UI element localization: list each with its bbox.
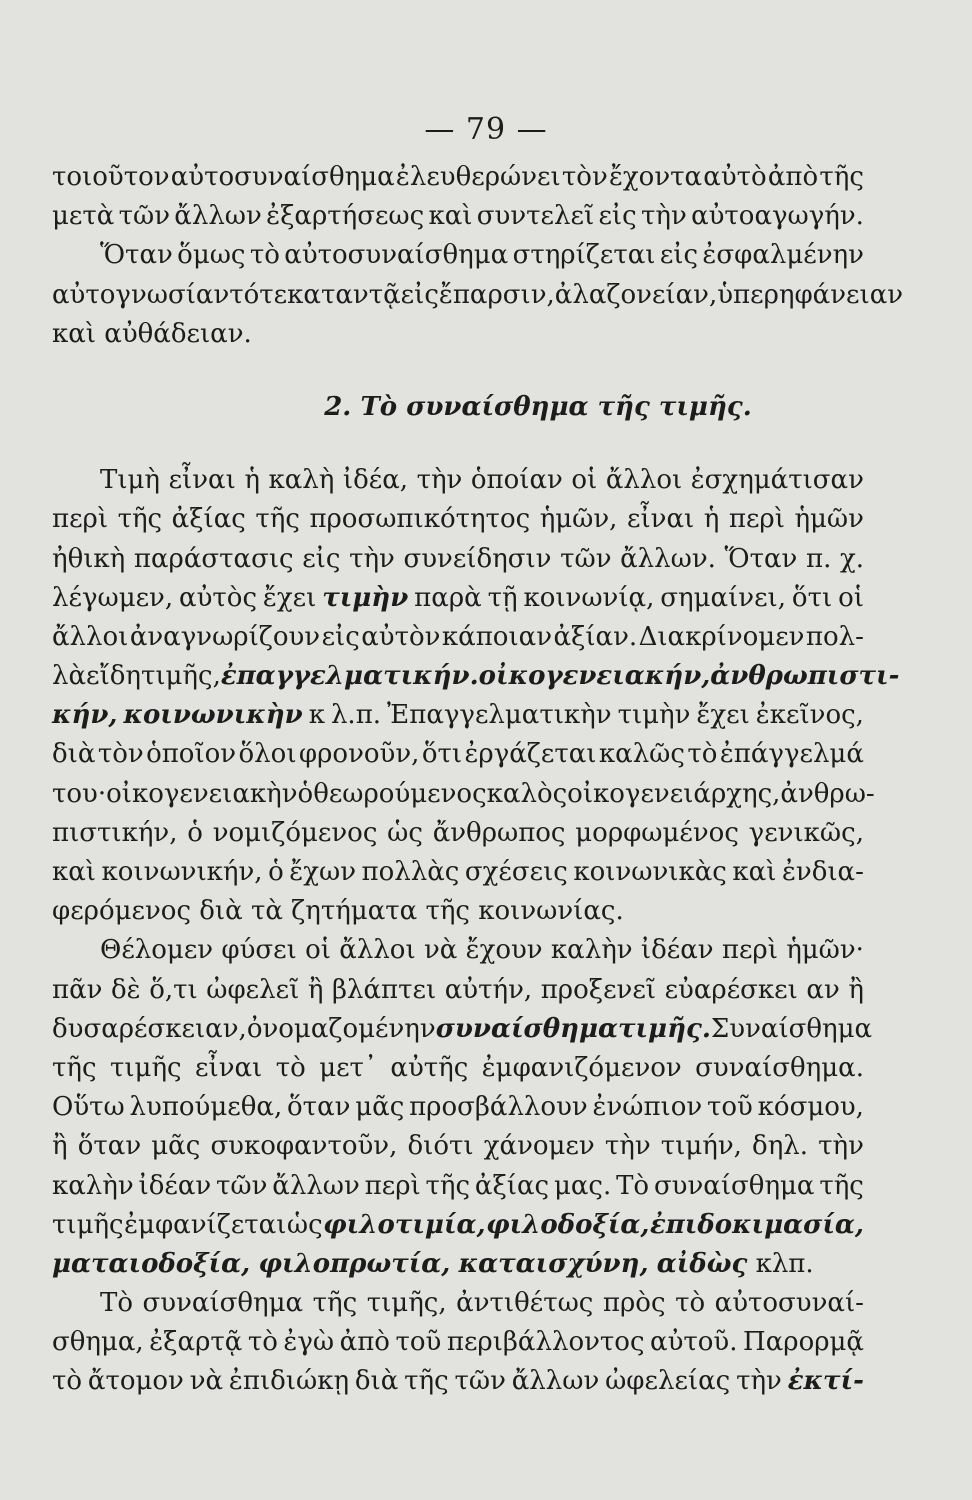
word: προσβάλλουν (409, 1092, 588, 1123)
word: Ὅταν (100, 240, 173, 271)
word: εἰς (598, 201, 637, 232)
word: καλῶς (598, 739, 685, 770)
word: ἄτομον (87, 1366, 184, 1397)
word: ὁποίαν (470, 465, 563, 496)
word: τῶν (454, 1366, 506, 1397)
word: περιβάλλοντος (446, 1327, 645, 1358)
word: τοιοῦτον (52, 162, 170, 192)
text-line (52, 971, 864, 1010)
word: καταντᾷ (287, 279, 401, 310)
word: ὁ (297, 778, 314, 809)
word: ἔχει (696, 700, 750, 731)
word: ἐλευθερώνει (395, 162, 561, 192)
word: ἠθικὴ (52, 543, 126, 574)
word: σθημα, (52, 1327, 144, 1358)
text-line (52, 197, 864, 236)
page-number: — 79 — (424, 112, 548, 147)
word: κοινωνικὴν (123, 700, 303, 731)
word: τῶν (560, 543, 612, 574)
word: δηλ. (752, 1131, 809, 1162)
word: κοινωνικήν, (101, 857, 263, 887)
word: τιμῆς. (658, 391, 752, 422)
text-line (52, 158, 864, 197)
word: πιστικήν, (52, 817, 178, 848)
text-line (52, 1362, 864, 1401)
word: τὸ (247, 1327, 278, 1358)
word: μᾶς (151, 1131, 201, 1162)
word: κ (308, 700, 325, 731)
word: ὁποῖον (146, 739, 237, 770)
word: πρὸς (602, 1288, 666, 1319)
word: ὠφελεῖ (206, 974, 300, 1005)
word: Τὸ (100, 1288, 133, 1319)
word: φιλοπρωτία, (258, 1248, 451, 1279)
text-line (52, 579, 864, 618)
text-line (52, 1284, 864, 1323)
word: σημαίνει, (660, 582, 787, 613)
word: οἰκογενειακήν, (478, 661, 711, 692)
word: ἄλλοι (52, 621, 129, 652)
word: ἀξίας (171, 504, 246, 535)
word: τῆς (117, 504, 163, 535)
text-line (52, 931, 864, 970)
word: εἰς (400, 279, 439, 310)
word: ὅ,τι (149, 974, 198, 1005)
word: ὑπερηφάνειαν (717, 279, 904, 310)
word: ἄλλων (511, 1366, 600, 1397)
word: ἢ (52, 1131, 68, 1162)
word: αὐτήν, (444, 974, 533, 1005)
word: ἡ (703, 504, 720, 535)
word: ἐνώπιον (592, 1092, 703, 1123)
word: ἡμῶν (794, 504, 864, 535)
word: τιμῆς (109, 1052, 182, 1083)
word: συναίσθημα (435, 1013, 618, 1044)
word: Τὸ (360, 391, 398, 422)
word: φρονοῦν, (298, 739, 420, 770)
word: λὰ (52, 661, 87, 692)
word: διὰ (199, 896, 243, 927)
word: τῆς (597, 391, 650, 422)
word: περὶ (52, 504, 109, 535)
word: τὴν (640, 201, 687, 232)
word: 2. (324, 391, 352, 422)
word: τιμὴν (617, 700, 691, 731)
word: πολ- (805, 621, 864, 652)
word: ματαιοδοξία, (52, 1248, 251, 1279)
word: αὐτὸς (179, 582, 258, 613)
word: τῆς (425, 1170, 471, 1201)
word: φερόμενος (52, 896, 192, 927)
word: ἐπιδοκιμασία, (649, 1209, 864, 1240)
word: σχέσεις (464, 857, 568, 887)
word: Συναίσθημα (710, 1013, 873, 1044)
word: ἢ (848, 974, 864, 1005)
word: ἐμφανίζεται (124, 1209, 287, 1240)
text-line (52, 618, 864, 657)
word: αὐτοῦ. (650, 1327, 738, 1358)
word: ἐσχημάτισαν (690, 465, 864, 496)
word: καὶ (428, 201, 473, 232)
word: βλάπτει (331, 974, 437, 1005)
word: τῆς (819, 1170, 864, 1201)
word: εἰς (659, 240, 699, 271)
word: ἄνθρωπος (432, 817, 566, 848)
word: ἰδέαν (138, 1170, 212, 1201)
text-line (52, 315, 864, 354)
word: συκοφαντοῦν, (210, 1131, 398, 1162)
text-line (52, 1088, 864, 1127)
word: ἐγὼ (283, 1327, 335, 1358)
word: ἀλαζονείαν, (554, 279, 718, 310)
word: χ. (839, 543, 864, 574)
word: φύσει (221, 935, 297, 966)
word: συνείδησιν (403, 543, 552, 574)
word: ἢ (307, 974, 324, 1005)
word: παράστασις (133, 543, 294, 574)
word: φιλοτιμία, (323, 1209, 486, 1240)
word: μορφωμένος (575, 817, 739, 848)
word: του· (52, 778, 107, 809)
word: κάποιαν (441, 621, 552, 652)
word: οἱ (305, 935, 331, 966)
word: αὐτῆς (390, 1052, 469, 1083)
word: περὶ (721, 935, 778, 966)
text-line (52, 735, 864, 774)
word: ἄλλων (272, 1170, 360, 1201)
word: ἀνθρω- (780, 778, 875, 809)
word: ἐπάγγελμά (719, 739, 864, 770)
word: ἄλλων (174, 201, 262, 232)
word: ὅταν (287, 1092, 351, 1123)
word: ἡμῶν· (786, 935, 864, 966)
word: ἄλλων. (620, 543, 716, 574)
word: λ.π. (330, 700, 382, 731)
word: ἔχων (289, 857, 356, 887)
word: τὸ (52, 1366, 83, 1397)
word: Τὸ (616, 1170, 650, 1201)
word: μετὰ (52, 201, 115, 232)
word: ὡς (286, 1209, 323, 1240)
text-line (52, 1245, 864, 1284)
word: ἔχοντα (608, 162, 703, 192)
text-line (52, 814, 864, 853)
word: φιλοδοξία, (486, 1209, 650, 1240)
word: γενικῶς, (748, 817, 864, 848)
word: καὶ (52, 857, 97, 887)
word: ἐσφαλμένην (702, 240, 864, 271)
word: ἄλλοι (605, 465, 683, 496)
word: αὐτογνωσίαν (52, 279, 230, 310)
word: τιμῆς (52, 1209, 124, 1240)
word: τὸν (561, 162, 608, 192)
text-line (52, 1127, 864, 1166)
text-line (52, 1323, 864, 1362)
word: ἐκεῖνος, (755, 700, 864, 731)
word: λέγωμεν, (52, 582, 174, 613)
word: περὶ (364, 1170, 421, 1201)
word: τοῦ (395, 1327, 442, 1358)
word: Τιμὴ (100, 465, 161, 496)
word: κλπ. (755, 1248, 814, 1279)
word: συναίσθημα (653, 1170, 815, 1201)
word: προσωπικότητος (309, 504, 531, 535)
word: Παρορμᾷ (743, 1327, 864, 1358)
word: αὐτοαγωγήν. (691, 201, 864, 232)
word: τὴν (604, 1131, 651, 1162)
word: αὐτὸν (361, 621, 441, 652)
word: νὰ (423, 935, 458, 966)
word: εἶναι (626, 504, 695, 535)
section-heading (52, 388, 864, 427)
word: κήν, (52, 700, 118, 731)
word: τὴν (349, 543, 395, 574)
word: ἰδέα, (342, 465, 409, 496)
word: διὰ (354, 1366, 399, 1397)
text-line (52, 657, 900, 696)
text-line (52, 696, 864, 735)
word: νὰ (189, 1366, 224, 1397)
word: ἀπὸ (767, 162, 819, 192)
word: συναίσθημα (142, 1288, 304, 1319)
word: τῶν (216, 1170, 268, 1201)
text-line (52, 500, 864, 539)
word: καλὴν (550, 935, 633, 966)
word: τότε (229, 279, 288, 310)
word: τῆς (819, 162, 864, 192)
word: ἔχει (262, 582, 317, 613)
word: καὶ (52, 318, 97, 349)
text-line (52, 1167, 864, 1206)
word: εἶναι (168, 465, 236, 496)
word: ἐπιδιώκῃ (228, 1366, 350, 1397)
word: κοινωνίᾳ, (523, 582, 655, 613)
word: ὅτι (791, 582, 833, 613)
word: ὡς (387, 817, 423, 848)
word: εἰς (302, 543, 341, 574)
word: περὶ (728, 504, 785, 535)
word: τὴν (416, 465, 463, 496)
word: τῆς (404, 1366, 449, 1397)
word: τιμὴν (322, 582, 409, 613)
word: τῶν (118, 201, 170, 232)
word: προξενεῖ (540, 974, 657, 1005)
word: ἄλλοι (339, 935, 416, 966)
word: νομιζόμενος (212, 817, 378, 848)
word: ἡμῶν, (539, 504, 618, 535)
word: ὠφελείας (605, 1366, 731, 1397)
word: αὐτοσυναίσθημα (284, 240, 509, 271)
text-line (52, 853, 864, 892)
word: τὴν (818, 1131, 864, 1162)
word: οἰκογενειάρχης, (567, 778, 781, 809)
word: μετ᾽ (319, 1052, 377, 1083)
word: Ὅταν (724, 543, 798, 574)
word: αὐθάδειαν. (104, 318, 252, 349)
word: αἰδὼς (656, 1248, 748, 1279)
word: οἰκογενειακὴν (106, 778, 298, 809)
word: ἐξαρτᾷ (149, 1327, 243, 1358)
word: δυσαρέσκειαν, (52, 1013, 247, 1044)
word: Ἐπαγγελματικὴν (387, 700, 612, 731)
word: εἴδη (86, 661, 141, 692)
word: Θέλομεν (100, 935, 214, 966)
word: ἀναγνωρίζουν (129, 621, 321, 652)
word: αὐτοσυναί- (714, 1288, 864, 1319)
word: συντελεῖ (476, 201, 595, 232)
word: μᾶς (355, 1092, 405, 1123)
word: αν (806, 974, 840, 1005)
word: εἰς (321, 621, 360, 652)
word: καταισχύνη, (458, 1248, 649, 1279)
word: διότι (407, 1131, 474, 1162)
word: τιμῆς, (366, 1288, 447, 1319)
word: τῆς (52, 1052, 97, 1083)
word: αὐτοσυναίσθημα (170, 162, 395, 192)
text-line (52, 1049, 864, 1088)
word: ἐξαρτήσεως (266, 201, 425, 232)
word: καὶ (732, 857, 777, 887)
word: δὲ (111, 974, 141, 1005)
word: Οὕτω (52, 1092, 125, 1123)
word: διὰ (52, 739, 96, 770)
word: οἱ (838, 582, 864, 613)
word: θεωρούμενος (313, 778, 487, 809)
word: ὅτι (421, 739, 463, 770)
word: καλὸς (486, 778, 568, 809)
word: μας. (553, 1170, 612, 1201)
word: κόσμου, (757, 1092, 864, 1123)
word: εὐαρέσκει (664, 974, 798, 1005)
word: λυπούμεθα, (129, 1092, 283, 1123)
word: πᾶν (52, 974, 103, 1005)
word: συναίσθημα (406, 391, 589, 422)
word: καλὴν (52, 1170, 134, 1201)
word: συναίσθημα. (695, 1052, 864, 1083)
word: ἀνθρωπιστι- (710, 661, 900, 692)
body-text (52, 158, 904, 1402)
word: ἐμφανιζόμενον (481, 1052, 682, 1083)
word: τῆς (255, 504, 300, 535)
word: παρὰ (414, 582, 482, 613)
word: Διακρίνομεν (638, 621, 805, 652)
word: ὀνομαζομένην (246, 1013, 436, 1044)
word: τιμῆς, (140, 661, 221, 692)
word: τὴν (736, 1366, 782, 1397)
word: ἐνδια- (781, 857, 864, 887)
word: π. (805, 543, 832, 574)
word: ἔχουν (465, 935, 543, 966)
word: τιμῆς. (617, 1013, 711, 1044)
word: ἀξίαν. (553, 621, 638, 652)
word: οἱ (571, 465, 598, 496)
word: ἀξίας (474, 1170, 550, 1201)
word: τοῦ (707, 1092, 753, 1123)
word: ἐπαγγελματικήν. (220, 661, 479, 692)
word: καλὴ (268, 465, 335, 496)
word: ὁ (268, 857, 284, 887)
text-line (52, 775, 875, 814)
word: τὰ (250, 896, 283, 927)
word: ἀπὸ (339, 1327, 390, 1358)
word: τῆς (312, 1288, 358, 1319)
word: κοινωνικὰς (573, 857, 727, 887)
word: ζητήματα (291, 896, 418, 927)
word: ὅμως (177, 240, 246, 271)
word: τὸ (275, 1052, 306, 1083)
word: ἔπαρσιν, (438, 279, 555, 310)
word: ἐκτί- (787, 1366, 864, 1397)
word: πολλὰς (361, 857, 460, 887)
text-line (52, 236, 864, 275)
text-line (52, 276, 904, 315)
word: τιμήν, (660, 1131, 742, 1162)
word: τὸ (675, 1288, 706, 1319)
word: ὅταν (77, 1131, 142, 1162)
word: τὸν (97, 739, 144, 770)
word: χάνομεν (483, 1131, 595, 1162)
word: ἐργάζεται (464, 739, 597, 770)
word: ὁ (187, 817, 203, 848)
word: τὸ (249, 240, 280, 271)
word: τῇ (487, 582, 518, 613)
word: τὸ (687, 739, 718, 770)
text-line (52, 1010, 873, 1049)
word: αὐτὸ (703, 162, 767, 192)
text-line (52, 892, 864, 931)
text-line (52, 461, 864, 500)
word: ἰδέαν (640, 935, 714, 966)
word: εἶναι (195, 1052, 263, 1083)
word: ἀντιθέτως (456, 1288, 594, 1319)
word: τῆς (425, 896, 470, 927)
word: κοινωνίας. (478, 896, 624, 927)
text-line (52, 540, 864, 579)
word: ἡ (244, 465, 260, 496)
word: ὅλοι (238, 739, 297, 770)
word: στηρίζεται (512, 240, 656, 271)
text-line (52, 1206, 864, 1245)
